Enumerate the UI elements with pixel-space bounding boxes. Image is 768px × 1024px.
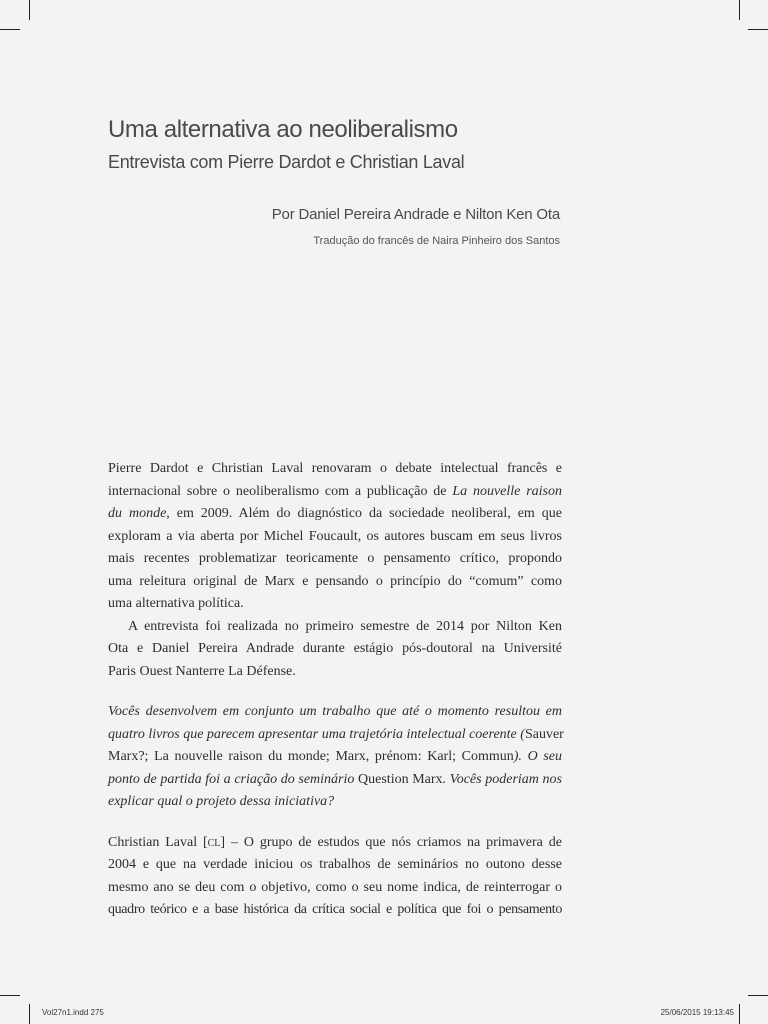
intro-line: exploram a via aberta por Michel Foucault, os autores buscam em seus livros: [108, 528, 562, 544]
intro-line: mais recentes problematizar teoricamente o pensamento crítico, propondo: [108, 551, 562, 566]
answer-line: quadro teórico e a base histórica da crítica social e política que foi o pensamento: [108, 902, 562, 917]
intro-line: internacional sobre o neoliberalismo com a publicação de La nouvelle raison: [108, 483, 562, 499]
question-line: Marx?; La nouvelle raison du monde; Marx, prénom: Karl; Commun). O seu: [108, 749, 562, 764]
intro-line: du monde, em 2009. Além do diagnóstico da sociedade neoliberal, em que: [108, 506, 562, 521]
intro-line: uma releitura original de Marx e pensando o princípio do “comum” como: [108, 573, 562, 589]
answer-line: mesmo ano se deu com o objetivo, como o seu nome indica, de reinterrogar o: [108, 879, 562, 895]
intro-line: Pierre Dardot e Christian Laval renovaram o debate intelectual francês e: [108, 461, 562, 476]
crop-mark-bottom-right-h: [748, 995, 768, 996]
intro-line: uma alternativa política.: [108, 596, 244, 611]
question-line: quatro livros que parecem apresentar uma trajetória intelectual coerente (Sauver: [108, 726, 564, 742]
article-title: Uma alternativa ao neoliberalismo: [108, 116, 458, 143]
question-line: ponto de partida foi a criação do seminário Question Marx. Vocês poderiam nos: [108, 771, 562, 787]
article-subtitle: Entrevista com Pierre Dardot e Christian Laval: [108, 152, 465, 172]
context-line: Ota e Daniel Pereira Andrade durante estágio pós-doutoral na Université: [108, 641, 562, 656]
crop-mark-top-right-v: [739, 0, 740, 20]
question-line: Vocês desenvolvem em conjunto um trabalho que até o momento resultou em: [108, 704, 562, 719]
crop-mark-top-left-h: [0, 29, 20, 30]
footer-timestamp: 25/06/2015 19:13:45: [660, 1008, 734, 1017]
answer-line: Christian Laval [cl] – O grupo de estudos que nós criamos na primavera de: [108, 834, 562, 850]
context-line: A entrevista foi realizada no primeiro semestre de 2014 por Nilton Ken: [128, 618, 562, 634]
crop-mark-top-right-h: [748, 29, 768, 30]
context-line: Paris Ouest Nanterre La Défense.: [108, 663, 296, 679]
crop-mark-bottom-right-v: [739, 1004, 740, 1024]
crop-mark-bottom-left-h: [0, 995, 20, 996]
article-body: [108, 458, 562, 922]
footer-file-slug: Vol27n1.indd 275: [42, 1008, 104, 1017]
answer-line: 2004 e que na verdade iniciou os trabalhos de seminários no outono desse: [108, 857, 562, 872]
crop-mark-bottom-left-v: [29, 1004, 30, 1024]
question-line: explicar qual o projeto dessa iniciativa?: [108, 794, 335, 809]
crop-mark-top-left-v: [29, 0, 30, 20]
article-authors: Por Daniel Pereira Andrade e Nilton Ken Ota: [271, 206, 560, 223]
translation-credit: Tradução do francês de Naira Pinheiro dos Santos: [313, 235, 560, 247]
